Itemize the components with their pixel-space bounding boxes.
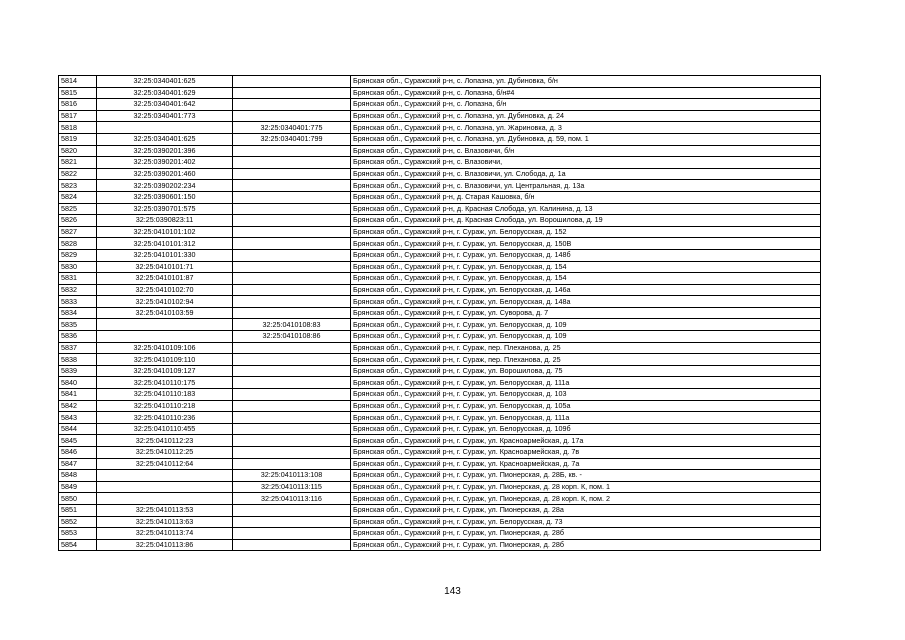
address-cell: Брянская обл., Суражский р-н, г. Сураж, ул. Красноармейская, д. 17а [351,435,821,447]
row-number-cell: 5825 [59,203,97,215]
table-row [59,261,821,273]
table-row [59,516,821,528]
row-number-cell: 5853 [59,528,97,540]
building-cadastral-number-cell: 32:25:0410113:115 [233,481,351,493]
table-row [59,180,821,192]
cadastral-number-cell: 32:25:0340401:642 [97,99,233,111]
table-row [59,528,821,540]
cadastral-number-cell: 32:25:0390202:234 [97,180,233,192]
row-number-cell: 5849 [59,481,97,493]
cadastral-number-cell: 32:25:0410110:218 [97,400,233,412]
address-cell: Брянская обл., Суражский р-н, г. Сураж, ул. Пионерская, д. 28 корп. К, пом. 1 [351,481,821,493]
row-number-cell: 5843 [59,412,97,424]
address-cell: Брянская обл., Суражский р-н, с. Влазовичи, ул. Центральная, д. 13а [351,180,821,192]
cadastral-number-cell: 32:25:0410113:63 [97,516,233,528]
table-row [59,238,821,250]
cadastral-number-cell: 32:25:0410110:183 [97,389,233,401]
row-number-cell: 5820 [59,145,97,157]
building-cadastral-number-cell [233,435,351,447]
address-cell: Брянская обл., Суражский р-н, с. Лопазна, б/н [351,99,821,111]
table-row [59,145,821,157]
row-number-cell: 5834 [59,307,97,319]
address-cell: Брянская обл., Суражский р-н, г. Сураж, ул. Ворошилова, д. 75 [351,365,821,377]
table-row [59,458,821,470]
table-row [59,226,821,238]
page-number: 143 [444,586,461,597]
cadastral-number-cell: 32:25:0390201:402 [97,157,233,169]
table-row [59,87,821,99]
address-cell: Брянская обл., Суражский р-н, г. Сураж, ул. Белорусская, д. 152 [351,226,821,238]
building-cadastral-number-cell [233,365,351,377]
address-cell: Брянская обл., Суражский р-н, с. Влазовичи, [351,157,821,169]
row-number-cell: 5846 [59,447,97,459]
building-cadastral-number-cell [233,168,351,180]
address-cell: Брянская обл., Суражский р-н, г. Сураж, ул. Пионерская, д. 28 корп. К, пом. 2 [351,493,821,505]
row-number-cell: 5830 [59,261,97,273]
address-cell: Брянская обл., Суражский р-н, г. Сураж, ул. Белорусская, д. 109 [351,319,821,331]
cadastral-number-cell: 32:25:0410110:236 [97,412,233,424]
building-cadastral-number-cell [233,238,351,250]
row-number-cell: 5826 [59,215,97,227]
table-row [59,481,821,493]
table-row [59,539,821,551]
address-cell: Брянская обл., Суражский р-н, г. Сураж, ул. Белорусская, д. 103 [351,389,821,401]
table-row [59,249,821,261]
row-number-cell: 5848 [59,470,97,482]
row-number-cell: 5835 [59,319,97,331]
row-number-cell: 5828 [59,238,97,250]
building-cadastral-number-cell [233,215,351,227]
cadastral-number-cell: 32:25:0390601:150 [97,191,233,203]
address-cell: Брянская обл., Суражский р-н, д. Красная Слобода, ул. Ворошилова, д. 19 [351,215,821,227]
row-number-cell: 5839 [59,365,97,377]
table-row [59,191,821,203]
row-number-cell: 5818 [59,122,97,134]
row-number-cell: 5850 [59,493,97,505]
cadastral-number-cell [97,122,233,134]
row-number-cell: 5837 [59,342,97,354]
address-cell: Брянская обл., Суражский р-н, г. Сураж, ул. Белорусская, д. 109б [351,423,821,435]
address-cell: Брянская обл., Суражский р-н, г. Сураж, ул. Суворова, д. 7 [351,307,821,319]
cadastral-number-cell: 32:25:0410101:87 [97,273,233,285]
building-cadastral-number-cell: 32:25:0340401:799 [233,133,351,145]
table-row [59,423,821,435]
cadastral-number-cell: 32:25:0410102:70 [97,284,233,296]
cadastral-number-cell: 32:25:0410103:59 [97,307,233,319]
cadastral-number-cell: 32:25:0410101:330 [97,249,233,261]
row-number-cell: 5836 [59,331,97,343]
row-number-cell: 5851 [59,504,97,516]
address-cell: Брянская обл., Суражский р-н, с. Лопазна, ул. Дубиновка, б/н [351,76,821,88]
address-cell: Брянская обл., Суражский р-н, с. Лопазна, ул. Жариновка, д. 3 [351,122,821,134]
row-number-cell: 5832 [59,284,97,296]
cadastral-number-cell: 32:25:0410112:23 [97,435,233,447]
cadastral-number-cell: 32:25:0410112:25 [97,447,233,459]
building-cadastral-number-cell [233,226,351,238]
cadastral-number-cell: 32:25:0410112:64 [97,458,233,470]
cadastral-number-cell: 32:25:0410109:127 [97,365,233,377]
table-row [59,203,821,215]
table-row [59,365,821,377]
address-cell: Брянская обл., Суражский р-н, д. Красная Слобода, ул. Калинина, д. 13 [351,203,821,215]
address-cell: Брянская обл., Суражский р-н, г. Сураж, ул. Белорусская, д. 154 [351,261,821,273]
table-row [59,331,821,343]
address-cell: Брянская обл., Суражский р-н, г. Сураж, ул. Белорусская, д. 146а [351,284,821,296]
address-cell: Брянская обл., Суражский р-н, с. Влазовичи, ул. Слобода, д. 1а [351,168,821,180]
cadastral-number-cell: 32:25:0340401:629 [97,87,233,99]
address-cell: Брянская обл., Суражский р-н, г. Сураж, ул. Белорусская, д. 109 [351,331,821,343]
row-number-cell: 5819 [59,133,97,145]
table-row [59,284,821,296]
table-row [59,389,821,401]
row-number-cell: 5833 [59,296,97,308]
table-row [59,157,821,169]
address-cell: Брянская обл., Суражский р-н, г. Сураж, ул. Белорусская, д. 105а [351,400,821,412]
row-number-cell: 5847 [59,458,97,470]
building-cadastral-number-cell [233,296,351,308]
address-cell: Брянская обл., Суражский р-н, г. Сураж, ул. Белорусская, д. 148а [351,296,821,308]
table-row [59,354,821,366]
cadastral-number-cell: 32:25:0410109:110 [97,354,233,366]
address-cell: Брянская обл., Суражский р-н, д. Старая Кашовка, б/н [351,191,821,203]
row-number-cell: 5852 [59,516,97,528]
address-cell: Брянская обл., Суражский р-н, г. Сураж, ул. Красноармейская, д. 7а [351,458,821,470]
cadastral-number-cell: 32:25:0410101:312 [97,238,233,250]
table-row [59,504,821,516]
table-row [59,412,821,424]
address-cell: Брянская обл., Суражский р-н, г. Сураж, ул. Белорусская, д. 150В [351,238,821,250]
row-number-cell: 5815 [59,87,97,99]
building-cadastral-number-cell: 32:25:0410108:86 [233,331,351,343]
row-number-cell: 5845 [59,435,97,447]
building-cadastral-number-cell [233,180,351,192]
address-cell: Брянская обл., Суражский р-н, г. Сураж, пер. Плеханова, д. 25 [351,354,821,366]
building-cadastral-number-cell [233,400,351,412]
building-cadastral-number-cell [233,76,351,88]
row-number-cell: 5854 [59,539,97,551]
building-cadastral-number-cell [233,145,351,157]
table-row [59,296,821,308]
table-row [59,122,821,134]
row-number-cell: 5816 [59,99,97,111]
building-cadastral-number-cell [233,377,351,389]
cadastral-number-cell: 32:25:0410113:74 [97,528,233,540]
table-row [59,447,821,459]
table-row [59,99,821,111]
building-cadastral-number-cell [233,539,351,551]
cadastral-number-cell: 32:25:0390823:11 [97,215,233,227]
building-cadastral-number-cell: 32:25:0410113:116 [233,493,351,505]
row-number-cell: 5823 [59,180,97,192]
building-cadastral-number-cell [233,389,351,401]
building-cadastral-number-cell [233,458,351,470]
cadastral-number-cell [97,331,233,343]
building-cadastral-number-cell [233,307,351,319]
address-cell: Брянская обл., Суражский р-н, г. Сураж, ул. Белорусская, д. 111а [351,412,821,424]
cadastral-number-cell [97,493,233,505]
row-number-cell: 5844 [59,423,97,435]
table-row [59,168,821,180]
address-cell: Брянская обл., Суражский р-н, г. Сураж, ул. Белорусская, д. 73 [351,516,821,528]
row-number-cell: 5829 [59,249,97,261]
cadastral-number-cell: 32:25:0340401:625 [97,133,233,145]
table-row [59,377,821,389]
building-cadastral-number-cell [233,516,351,528]
building-cadastral-number-cell [233,342,351,354]
cadastral-number-cell: 32:25:0410109:106 [97,342,233,354]
building-cadastral-number-cell [233,261,351,273]
cadastral-number-cell: 32:25:0410110:175 [97,377,233,389]
table-row [59,307,821,319]
building-cadastral-number-cell [233,412,351,424]
building-cadastral-number-cell [233,87,351,99]
row-number-cell: 5817 [59,110,97,122]
cadastral-number-cell: 32:25:0410113:86 [97,539,233,551]
address-cell: Брянская обл., Суражский р-н, с. Лопазна, ул. Дубиновка, д. 59, пом. 1 [351,133,821,145]
row-number-cell: 5838 [59,354,97,366]
table-row [59,493,821,505]
cadastral-number-cell [97,481,233,493]
cadastral-number-cell: 32:25:0410101:71 [97,261,233,273]
address-cell: Брянская обл., Суражский р-н, с. Лопазна, ул. Дубиновка, д. 24 [351,110,821,122]
row-number-cell: 5842 [59,400,97,412]
row-number-cell: 5822 [59,168,97,180]
building-cadastral-number-cell [233,191,351,203]
cadastral-number-cell: 32:25:0410113:53 [97,504,233,516]
row-number-cell: 5827 [59,226,97,238]
address-cell: Брянская обл., Суражский р-н, г. Сураж, ул. Красноармейская, д. 7в [351,447,821,459]
building-cadastral-number-cell [233,504,351,516]
address-cell: Брянская обл., Суражский р-н, с. Влазовичи, б/н [351,145,821,157]
table-row [59,133,821,145]
address-cell: Брянская обл., Суражский р-н, г. Сураж, ул. Пионерская, д. 28б [351,539,821,551]
building-cadastral-number-cell: 32:25:0410113:108 [233,470,351,482]
cadastral-number-cell: 32:25:0340401:773 [97,110,233,122]
building-cadastral-number-cell [233,249,351,261]
table-row [59,470,821,482]
address-cell: Брянская обл., Суражский р-н, г. Сураж, ул. Пионерская, д. 28Б, кв. - [351,470,821,482]
address-cell: Брянская обл., Суражский р-н, г. Сураж, ул. Пионерская, д. 28б [351,528,821,540]
cadastral-number-cell: 32:25:0340401:625 [97,76,233,88]
cadastral-number-cell: 32:25:0390201:396 [97,145,233,157]
building-cadastral-number-cell: 32:25:0340401:775 [233,122,351,134]
address-cell: Брянская обл., Суражский р-н, г. Сураж, пер. Плеханова, д. 25 [351,342,821,354]
address-cell: Брянская обл., Суражский р-н, г. Сураж, ул. Пионерская, д. 28а [351,504,821,516]
table-row [59,76,821,88]
address-cell: Брянская обл., Суражский р-н, г. Сураж, ул. Белорусская, д. 154 [351,273,821,285]
address-cell: Брянская обл., Суражский р-н, г. Сураж, ул. Белорусская, д. 148б [351,249,821,261]
cadastral-number-cell [97,470,233,482]
cadastral-number-cell: 32:25:0410102:94 [97,296,233,308]
table-row [59,400,821,412]
row-number-cell: 5831 [59,273,97,285]
building-cadastral-number-cell [233,273,351,285]
building-cadastral-number-cell [233,157,351,169]
building-cadastral-number-cell [233,423,351,435]
cadastral-number-cell [97,319,233,331]
property-registry-table [58,75,821,551]
table-row [59,435,821,447]
table-row [59,273,821,285]
row-number-cell: 5814 [59,76,97,88]
table-row [59,110,821,122]
address-cell: Брянская обл., Суражский р-н, с. Лопазна, б/н#4 [351,87,821,99]
building-cadastral-number-cell [233,528,351,540]
cadastral-number-cell: 32:25:0410101:102 [97,226,233,238]
building-cadastral-number-cell [233,354,351,366]
cadastral-number-cell: 32:25:0390201:460 [97,168,233,180]
row-number-cell: 5841 [59,389,97,401]
building-cadastral-number-cell [233,447,351,459]
row-number-cell: 5821 [59,157,97,169]
building-cadastral-number-cell [233,203,351,215]
address-cell: Брянская обл., Суражский р-н, г. Сураж, ул. Белорусская, д. 111а [351,377,821,389]
table-row [59,319,821,331]
table-row [59,342,821,354]
table-row [59,215,821,227]
building-cadastral-number-cell: 32:25:0410108:83 [233,319,351,331]
table-body [59,76,821,551]
row-number-cell: 5840 [59,377,97,389]
row-number-cell: 5824 [59,191,97,203]
cadastral-number-cell: 32:25:0410110:455 [97,423,233,435]
building-cadastral-number-cell [233,110,351,122]
building-cadastral-number-cell [233,284,351,296]
cadastral-number-cell: 32:25:0390701:575 [97,203,233,215]
building-cadastral-number-cell [233,99,351,111]
